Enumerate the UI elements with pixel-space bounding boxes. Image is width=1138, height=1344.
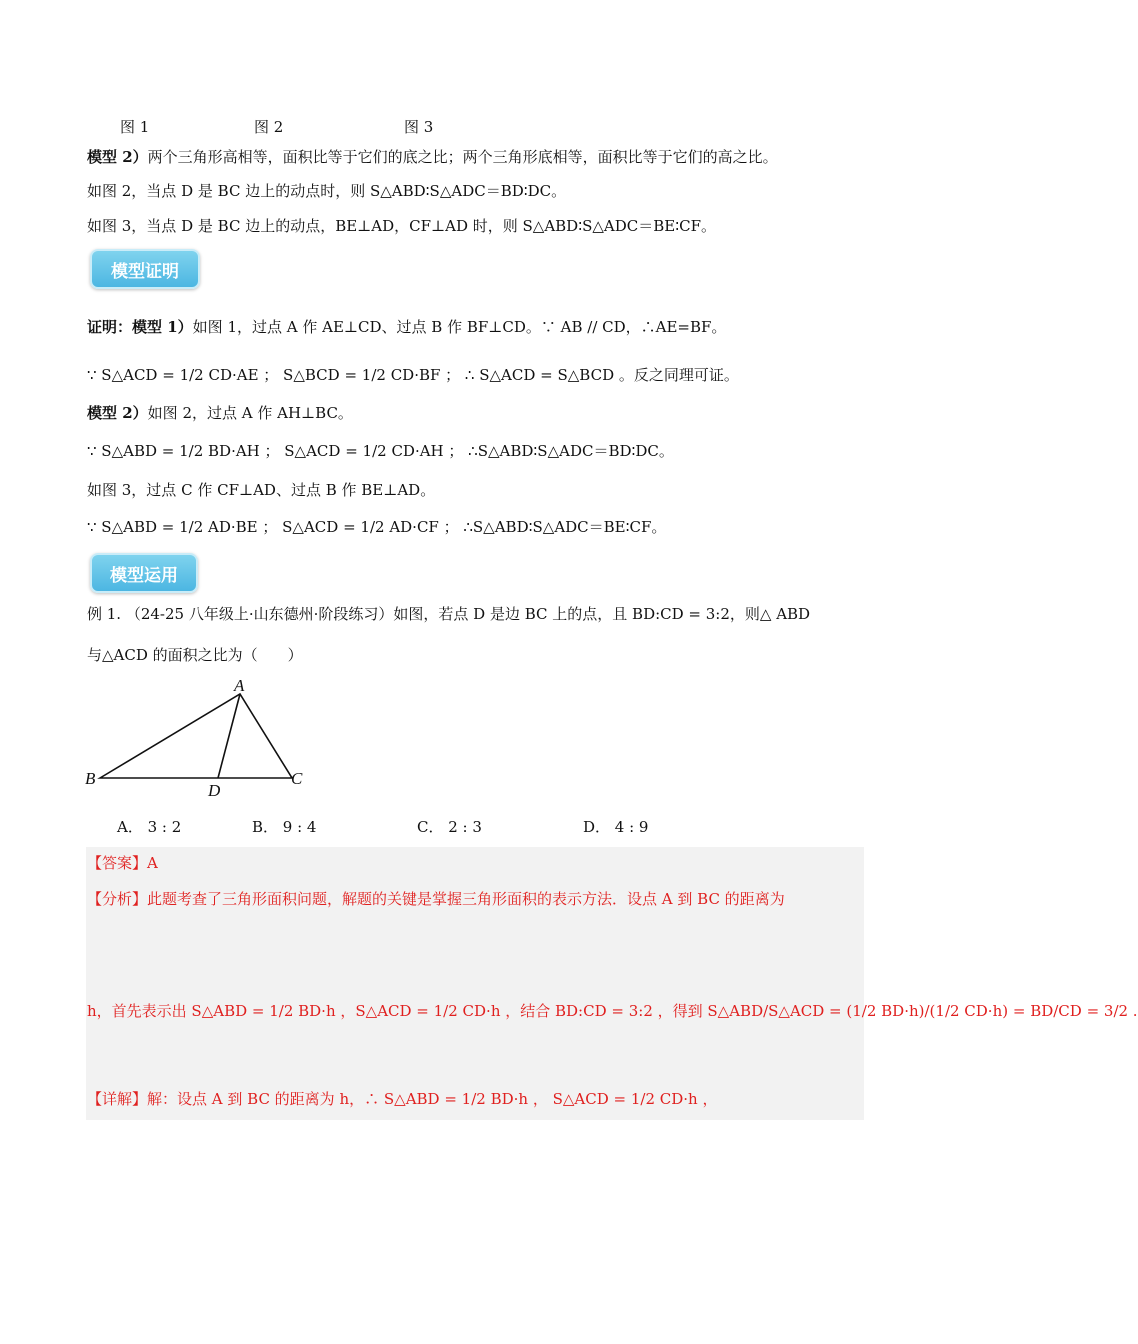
figure-label-2: 图 2 (254, 118, 284, 136)
detail-line: 【详解】解：设点 A 到 BC 的距离为 h，∴ S△ABD = 1/2 BD·h ， S△ACD = 1/2 CD·h ， (87, 1090, 718, 1108)
example-line-2: 与△ACD 的面积之比为（ ） (87, 646, 303, 664)
model2-text: 两个三角形高相等，面积比等于它们的底之比；两个三角形底相等，面积比等于它们的高之比。 (147, 148, 778, 166)
analysis-continuation: h，首先表示出 S△ABD = 1/2 BD·h ，S△ACD = 1/2 CD·h ，结合 BD:CD = 3:2 ，得到 S△ABD/S△ACD = (1/2 BD·h)/(1/2 CD·h) = BD/CD = 3/2 . (87, 1002, 1138, 1020)
model2-statement (87, 146, 778, 167)
proof-line-6: ∵ S△ABD = 1/2 AD·BE ； S△ACD = 1/2 AD·CF ； ∴S△ABD∶S△ADC＝BE∶CF。 (87, 518, 667, 536)
section-badge-apply: 模型运用 (90, 553, 198, 593)
proof-line-4: ∵ S△ABD = 1/2 BD·AH ； S△ACD = 1/2 CD·AH ； ∴S△ABD∶S△ADC＝BD∶DC。 (87, 442, 674, 460)
example-line-1: 例 1. （24-25 八年级上·山东德州·阶段练习）如图，若点 D 是边 BC 上的点，且 BD:CD = 3:2，则△ ABD (87, 605, 811, 623)
proof-line-1 (87, 316, 726, 337)
proof-model2-heading: 模型 2） (87, 404, 148, 422)
analysis-line: 【分析】此题考查了三角形面积问题，解题的关键是掌握三角形面积的表示方法．设点 A 到 BC 的距离为 (87, 890, 785, 908)
model2-line-fig3: 如图 3，当点 D 是 BC 边上的动点，BE⊥AD，CF⊥AD 时，则 S△ABD∶S△ADC＝BE∶CF。 (87, 217, 717, 235)
point-label-d: D (208, 781, 221, 800)
option-c[interactable]: C． 2 : 3 (417, 818, 482, 836)
proof-line-3 (87, 402, 353, 423)
proof-line-1-text: 如图 1，过点 A 作 AE⊥CD、过点 B 作 BF⊥CD。∵ AB // CD，∴AE=BF。 (192, 318, 727, 336)
triangle-figure (80, 672, 320, 802)
point-label-a: A (234, 676, 245, 695)
point-label-b: B (85, 769, 96, 788)
model2-heading: 模型 2） (87, 148, 148, 166)
model2-line-fig2: 如图 2，当点 D 是 BC 边上的动点时，则 S△ABD∶S△ADC＝BD∶DC。 (87, 182, 567, 200)
proof-line-3-text: 如图 2，过点 A 作 AH⊥BC。 (147, 404, 353, 422)
proof-heading: 证明：模型 1） (87, 318, 193, 336)
point-label-c: C (291, 769, 303, 788)
figure-label-1: 图 1 (120, 118, 150, 136)
section-badge-proof: 模型证明 (90, 249, 200, 289)
option-b[interactable]: B． 9 : 4 (252, 818, 317, 836)
figure-label-3: 图 3 (404, 118, 434, 136)
answer-line: 【答案】A (87, 854, 158, 872)
option-a[interactable]: A． 3 : 2 (117, 818, 182, 836)
segment-ad (218, 694, 240, 778)
proof-line-5: 如图 3，过点 C 作 CF⊥AD、过点 B 作 BE⊥AD。 (87, 481, 436, 499)
proof-line-2: ∵ S△ACD = 1/2 CD·AE ； S△BCD = 1/2 CD·BF ； ∴ S△ACD = S△BCD 。反之同理可证。 (87, 366, 739, 384)
triangle-abc (100, 694, 292, 778)
option-d[interactable]: D． 4 : 9 (583, 818, 649, 836)
